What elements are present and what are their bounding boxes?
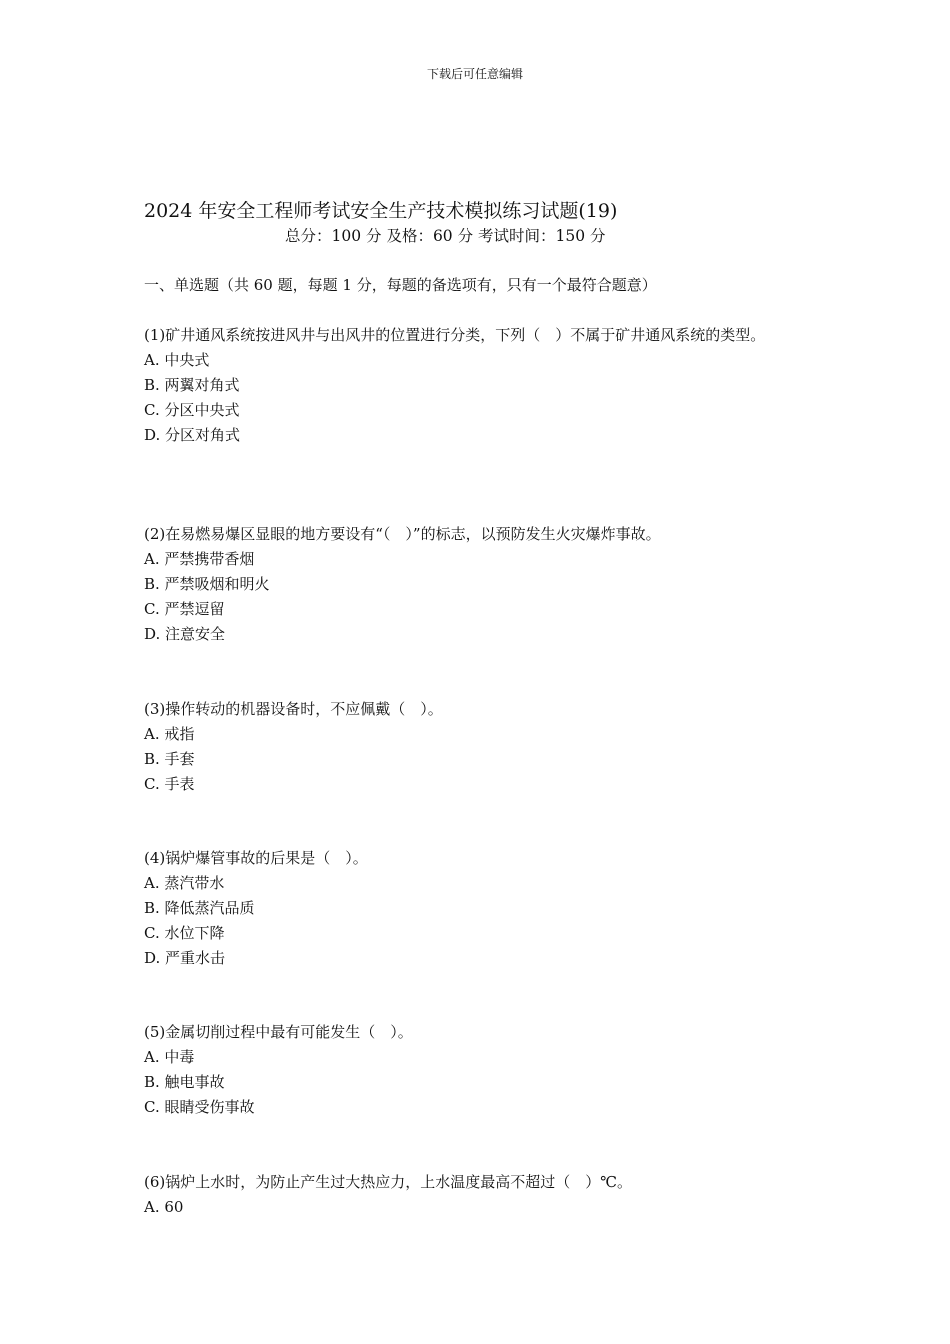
question-stem: (4)锅炉爆管事故的后果是（ ）。 (144, 849, 368, 867)
option-a: A. 中毒 (144, 1048, 195, 1066)
option-c: C. 分区中央式 (144, 401, 240, 419)
option-c: C. 水位下降 (144, 924, 225, 942)
option-b: B. 手套 (144, 750, 195, 768)
section-heading: 一、单选题（共 60 题，每题 1 分，每题的备选项有，只有一个最符合题意） (144, 276, 657, 294)
option-a: A. 60 (144, 1198, 184, 1216)
option-b: B. 两翼对角式 (144, 376, 240, 394)
page-header-note: 下载后可任意编辑 (426, 67, 523, 81)
question-1 (144, 323, 812, 448)
question-stem: (2)在易燃易爆区显眼的地方要设有“（ ）”的标志，以预防发生火灾爆炸事故。 (144, 525, 661, 543)
option-b: B. 严禁吸烟和明火 (144, 575, 270, 593)
option-c: C. 眼睛受伤事故 (144, 1098, 255, 1116)
question-2 (144, 522, 812, 647)
option-b: B. 降低蒸汽品质 (144, 899, 255, 917)
option-a: A. 蒸汽带水 (144, 874, 225, 892)
option-d: D. 分区对角式 (144, 426, 241, 444)
question-3 (144, 697, 812, 797)
question-4 (144, 846, 812, 971)
document-title: 2024 年安全工程师考试安全生产技术模拟练习试题(19) (144, 200, 618, 222)
question-stem: (5)金属切削过程中最有可能发生（ ）。 (144, 1023, 413, 1041)
option-c: C. 手表 (144, 775, 195, 793)
question-stem: (6)锅炉上水时，为防止产生过大热应力，上水温度最高不超过（ ）℃。 (144, 1173, 633, 1191)
question-5 (144, 1020, 812, 1120)
question-stem: (3)操作转动的机器设备时，不应佩戴（ ）。 (144, 700, 443, 718)
option-a: A. 戒指 (144, 725, 195, 743)
document-subtitle: 总分：100 分 及格：60 分 考试时间：150 分 (285, 227, 606, 245)
option-c: C. 严禁逗留 (144, 600, 225, 618)
option-d: D. 严重水击 (144, 949, 226, 967)
option-b: B. 触电事故 (144, 1073, 225, 1091)
option-a: A. 严禁携带香烟 (144, 550, 255, 568)
question-6 (144, 1170, 812, 1220)
option-a: A. 中央式 (144, 351, 210, 369)
question-stem: (1)矿井通风系统按进风井与出风井的位置进行分类，下列（ ）不属于矿井通风系统的类型。 (144, 326, 766, 344)
option-d: D. 注意安全 (144, 625, 226, 643)
